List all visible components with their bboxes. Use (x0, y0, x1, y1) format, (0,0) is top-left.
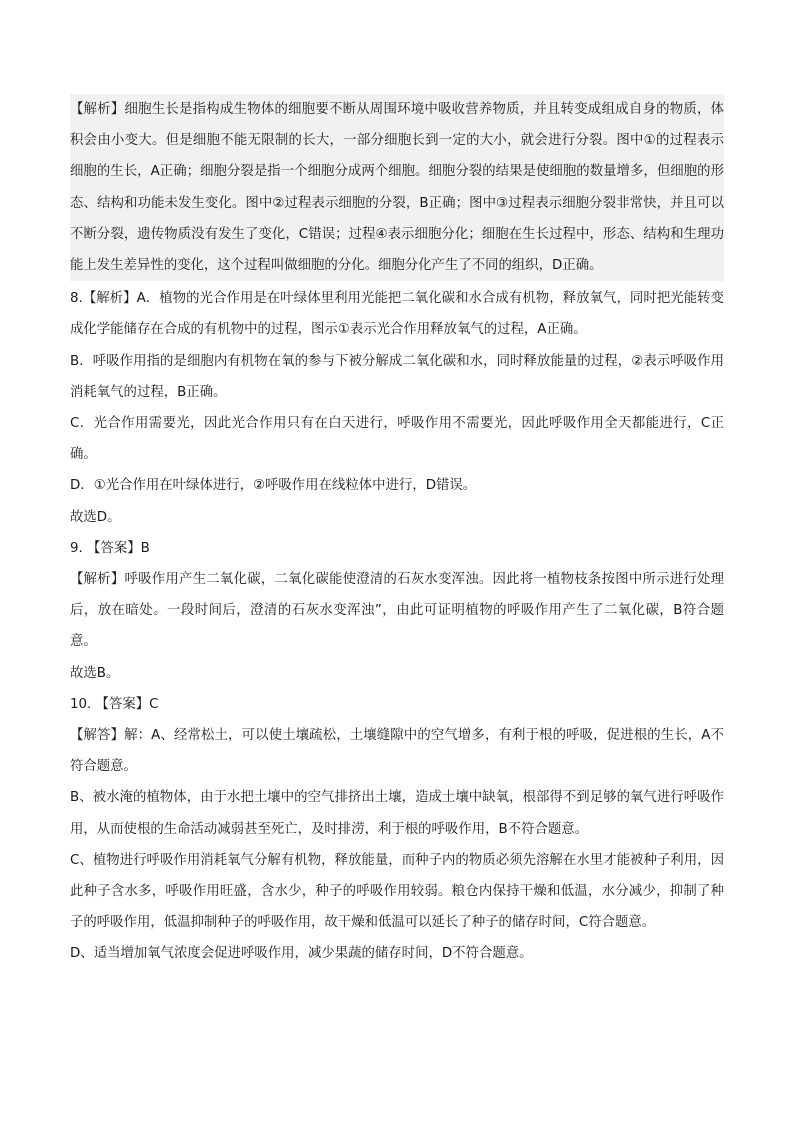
q8-choice: 故选D。 (70, 509, 121, 525)
q10-option-a: 【解答】解：A、经常松土，可以使土壤疏松，土壤缝隙中的空气增多，有利于根的呼吸，促进根的生长，A不符合题意。 (70, 728, 724, 775)
q10-answer: 10. 【答案】C (70, 696, 159, 712)
q9-answer: 9. 【答案】B (70, 540, 150, 556)
q8-option-a: 8.【解析】A．植物的光合作用是在叶绿体里利用光能把二氧化碳和水合成有机物，释放氧气，同时把光能转变成化学能储存在合成的有机物中的过程，图示①表示光合作用释放氧气的过程，A正确。 (70, 291, 724, 338)
analysis-q7-text: 【解析】细胞生长是指构成生物体的细胞要不断从周围环境中吸收营养物质，并且转变成组成自身的物质，体积会由小变大。但是细胞不能无限制的长大，一部分细胞长到一定的大小，就会进行分裂。图中①的过程表示细胞的生长，A正确；细胞分裂是指一个细胞分成两个细胞。细胞分裂的结果是使细胞的数量增多，但细胞的形态、结构和功能未发生变化。图中②过程表示细胞的分裂，B正确；图中③过程表示细胞分裂非常快，并且可以不断分裂，遗传物质没有发生了变化，C错误；过程④表示细胞分化；细胞在生长过程中，形态、结构和生理功能上发生差异性的变化，这个过程叫做细胞的分化。细胞分化产生了不同的组织，D正确。 (70, 102, 724, 274)
analysis-block-q7 (70, 94, 724, 281)
q9-analysis: 【解析】呼吸作用产生二氧化碳，二氧化碳能使澄清的石灰水变浑浊。因此将一植物枝条按图中所示进行处理后，放在暗处。一段时间后，澄清的石灰水变浑浊”，由此可证明植物的呼吸作用产生了二氧化碳，B符合题意。 (70, 572, 724, 650)
q10-option-d: D、适当增加氧气浓度会促进呼吸作用，减少果蔬的储存时间，D不符合题意。 (70, 946, 533, 962)
q8-option-c: C．光合作用需要光，因此光合作用只有在白天进行，呼吸作用不需要光，因此呼吸作用全天都能进行，C正确。 (70, 416, 724, 463)
q9-choice: 故选B。 (70, 665, 120, 681)
q8-option-b: B．呼吸作用指的是细胞内有机物在氧的参与下被分解成二氧化碳和水，同时释放能量的过程，②表示呼吸作用消耗氧气的过程，B正确。 (70, 353, 724, 400)
q10-option-b: B、被水淹的植物体，由于水把土壤中的空气排挤出土壤，造成土壤中缺氧，根部得不到足够的氧气进行呼吸作用，从而使根的生命活动减弱甚至死亡，及时排涝，利于根的呼吸作用，B不符合题意。 (70, 790, 724, 837)
q10-option-c: C、植物进行呼吸作用消耗氧气分解有机物，释放能量，而种子内的物质必须先溶解在水里才能被种子利用，因此种子含水多，呼吸作用旺盛，含水少，种子的呼吸作用较弱。粮仓内保持干燥和低温，水分减少，抑制了种子的呼吸作用，低温抑制种子的呼吸作用，故干燥和低温可以延长了种子的储存时间，C符合题意。 (70, 852, 724, 931)
document-page (70, 94, 724, 970)
q8-option-d: D．①光合作用在叶绿体进行，②呼吸作用在线粒体中进行，D错误。 (70, 478, 477, 494)
